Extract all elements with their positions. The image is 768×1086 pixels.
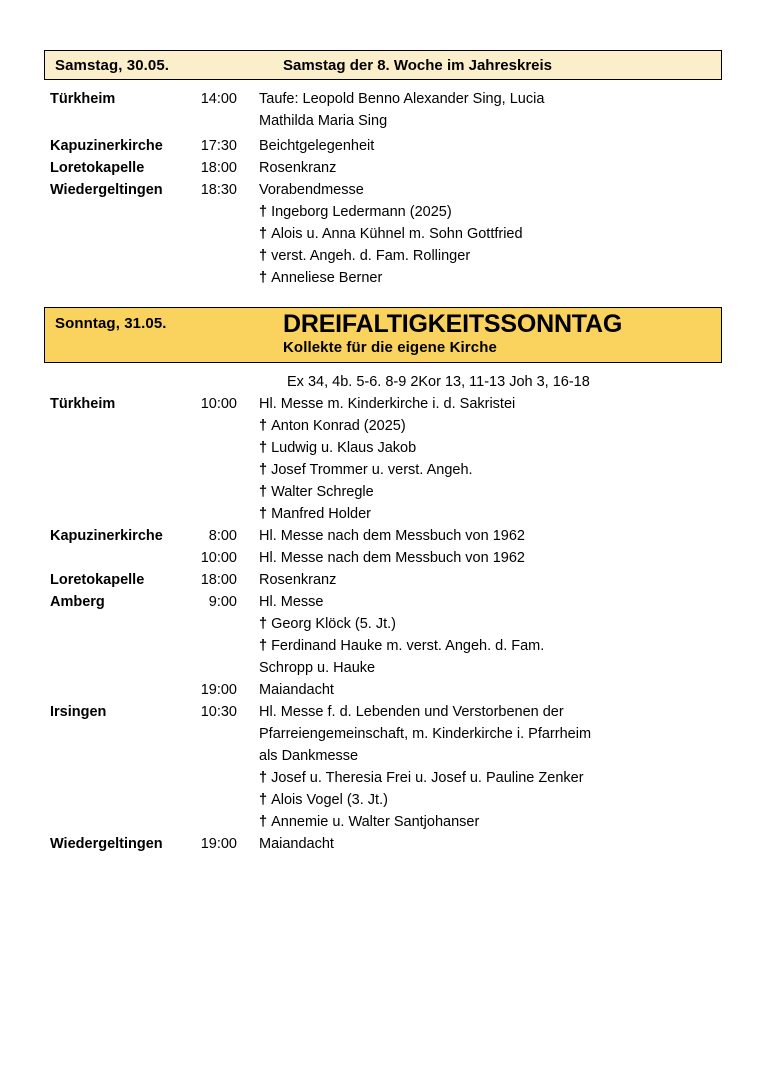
intention-text: Walter Schregle bbox=[271, 484, 374, 500]
entry-time: 18:00 bbox=[200, 572, 237, 588]
day-title-saturday: Samstag der 8. Woche im Jahreskreis bbox=[283, 56, 553, 74]
entry-place: Kapuzinerkirche bbox=[50, 528, 163, 544]
entry-description bbox=[237, 833, 768, 855]
entry-time: 10:30 bbox=[200, 704, 237, 720]
mass-intention bbox=[259, 245, 723, 267]
schedule-row bbox=[0, 135, 768, 157]
entry-time: 10:00 bbox=[200, 550, 237, 566]
description-line: Rosenkranz bbox=[259, 160, 337, 176]
entry-place: Loretokapelle bbox=[50, 160, 145, 176]
schedule-row bbox=[0, 157, 768, 179]
intention-text: Alois Vogel (3. Jt.) bbox=[271, 792, 388, 808]
description-line: Pfarreiengemeinschaft, m. Kinderkirche i. Pfarrheim bbox=[259, 726, 592, 742]
mass-intention bbox=[259, 201, 723, 223]
mass-intention bbox=[259, 459, 723, 481]
description-line: Vorabendmesse bbox=[259, 182, 364, 198]
schedule-row bbox=[0, 179, 768, 289]
schedule-row bbox=[0, 591, 768, 679]
mass-intention bbox=[259, 223, 723, 245]
schedule-saturday bbox=[0, 88, 768, 289]
intention-text: Alois u. Anna Kühnel m. Sohn Gottfried bbox=[271, 226, 523, 242]
mass-intention bbox=[259, 635, 723, 657]
day-title-wrap-sunday bbox=[283, 308, 721, 357]
entry-description bbox=[237, 157, 768, 179]
entry-place: Loretokapelle bbox=[50, 572, 145, 588]
description-line: als Dankmesse bbox=[259, 748, 359, 764]
description-line: Taufe: Leopold Benno Alexander Sing, Lucia bbox=[259, 91, 545, 107]
schedule-row bbox=[0, 701, 768, 833]
entry-time: 8:00 bbox=[208, 528, 237, 544]
mass-intention bbox=[259, 437, 723, 459]
intention-text: verst. Angeh. d. Fam. Rollinger bbox=[271, 248, 471, 264]
dagger-icon: † bbox=[259, 204, 268, 220]
intention-text: Anton Konrad (2025) bbox=[271, 418, 406, 434]
entry-description bbox=[237, 547, 768, 569]
entry-time: 19:00 bbox=[200, 836, 237, 852]
dagger-icon: † bbox=[259, 616, 268, 632]
description-line: Beichtgelegenheit bbox=[259, 138, 375, 154]
day-header-saturday bbox=[44, 50, 722, 80]
dagger-icon: † bbox=[259, 440, 268, 456]
description-line: Hl. Messe bbox=[259, 594, 324, 610]
description-line: Maiandacht bbox=[259, 836, 334, 852]
entry-time: 14:00 bbox=[200, 91, 237, 107]
schedule-row bbox=[0, 393, 768, 525]
mass-intention bbox=[259, 767, 723, 789]
dagger-icon: † bbox=[259, 484, 268, 500]
intention-text: Manfred Holder bbox=[271, 506, 372, 522]
entry-time: 18:30 bbox=[200, 182, 237, 198]
description-line: Rosenkranz bbox=[259, 572, 337, 588]
dagger-icon: † bbox=[259, 418, 268, 434]
entry-time: 18:00 bbox=[200, 160, 237, 176]
description-line: Hl. Messe m. Kinderkirche i. d. Sakristei bbox=[259, 396, 516, 412]
intention-text: Anneliese Berner bbox=[271, 270, 383, 286]
schedule-row bbox=[0, 569, 768, 591]
description-line: Mathilda Maria Sing bbox=[259, 113, 388, 129]
entry-description bbox=[237, 88, 768, 132]
mass-intention bbox=[259, 789, 723, 811]
dagger-icon: † bbox=[259, 792, 268, 808]
dagger-icon: † bbox=[259, 770, 268, 786]
dagger-icon: † bbox=[259, 638, 268, 654]
intention-text: Annemie u. Walter Santjohanser bbox=[271, 814, 480, 830]
mass-intention bbox=[259, 613, 723, 635]
description-line: Hl. Messe f. d. Lebenden und Verstorbenen der bbox=[259, 704, 564, 720]
entry-description bbox=[237, 701, 768, 833]
entry-place: Wiedergeltingen bbox=[50, 182, 163, 198]
schedule-row bbox=[0, 679, 768, 701]
entry-time: 19:00 bbox=[200, 682, 237, 698]
dagger-icon: † bbox=[259, 814, 268, 830]
day-date-saturday: Samstag, 30.05. bbox=[55, 56, 170, 74]
entry-description bbox=[237, 179, 768, 289]
dagger-icon: † bbox=[259, 462, 268, 478]
mass-intention bbox=[259, 267, 723, 289]
schedule-row bbox=[0, 833, 768, 855]
description-line: Hl. Messe nach dem Messbuch von 1962 bbox=[259, 528, 525, 544]
day-header-sunday bbox=[44, 307, 722, 363]
entry-place: Türkheim bbox=[50, 396, 116, 412]
schedule-sunday bbox=[0, 371, 768, 855]
intention-text: Josef u. Theresia Frei u. Josef u. Pauline Zenker bbox=[271, 770, 584, 786]
day-date-sunday: Sonntag, 31.05. bbox=[55, 315, 167, 332]
day-subtitle-sunday: Kollekte für die eigene Kirche bbox=[283, 339, 497, 356]
entry-place: Irsingen bbox=[50, 704, 107, 720]
schedule-row bbox=[0, 547, 768, 569]
entry-place: Wiedergeltingen bbox=[50, 836, 163, 852]
intention-text: Georg Klöck (5. Jt.) bbox=[271, 616, 396, 632]
entry-place: Amberg bbox=[50, 594, 105, 610]
entry-description bbox=[237, 591, 768, 679]
description-line: Hl. Messe nach dem Messbuch von 1962 bbox=[259, 550, 525, 566]
scripture-readings: Ex 34, 4b. 5-6. 8-9 2Kor 13, 11-13 Joh 3, 16-18 bbox=[287, 374, 590, 390]
entry-time: 9:00 bbox=[208, 594, 237, 610]
intention-text: Ferdinand Hauke m. verst. Angeh. d. Fam. bbox=[271, 638, 545, 654]
schedule-row bbox=[0, 88, 768, 132]
entry-description bbox=[237, 525, 768, 547]
entry-description bbox=[237, 679, 768, 701]
dagger-icon: † bbox=[259, 248, 268, 264]
description-line: Maiandacht bbox=[259, 682, 334, 698]
day-title-sunday: DREIFALTIGKEITSSONNTAG bbox=[283, 310, 623, 338]
intention-text: Josef Trommer u. verst. Angeh. bbox=[271, 462, 473, 478]
schedule-row bbox=[0, 525, 768, 547]
description-line: Schropp u. Hauke bbox=[259, 660, 376, 676]
entry-time: 17:30 bbox=[200, 138, 237, 154]
dagger-icon: † bbox=[259, 270, 268, 286]
entry-time: 10:00 bbox=[200, 396, 237, 412]
mass-intention bbox=[259, 503, 723, 525]
mass-intention bbox=[259, 811, 723, 833]
entry-place: Türkheim bbox=[50, 91, 116, 107]
intention-text: Ingeborg Ledermann (2025) bbox=[271, 204, 452, 220]
mass-intention bbox=[259, 481, 723, 503]
entry-description bbox=[237, 393, 768, 525]
entry-description bbox=[237, 135, 768, 157]
dagger-icon: † bbox=[259, 226, 268, 242]
entry-description bbox=[237, 569, 768, 591]
dagger-icon: † bbox=[259, 506, 268, 522]
day-title-wrap-saturday bbox=[283, 52, 721, 79]
intention-text: Ludwig u. Klaus Jakob bbox=[271, 440, 417, 456]
mass-intention bbox=[259, 415, 723, 437]
entry-place: Kapuzinerkirche bbox=[50, 138, 163, 154]
